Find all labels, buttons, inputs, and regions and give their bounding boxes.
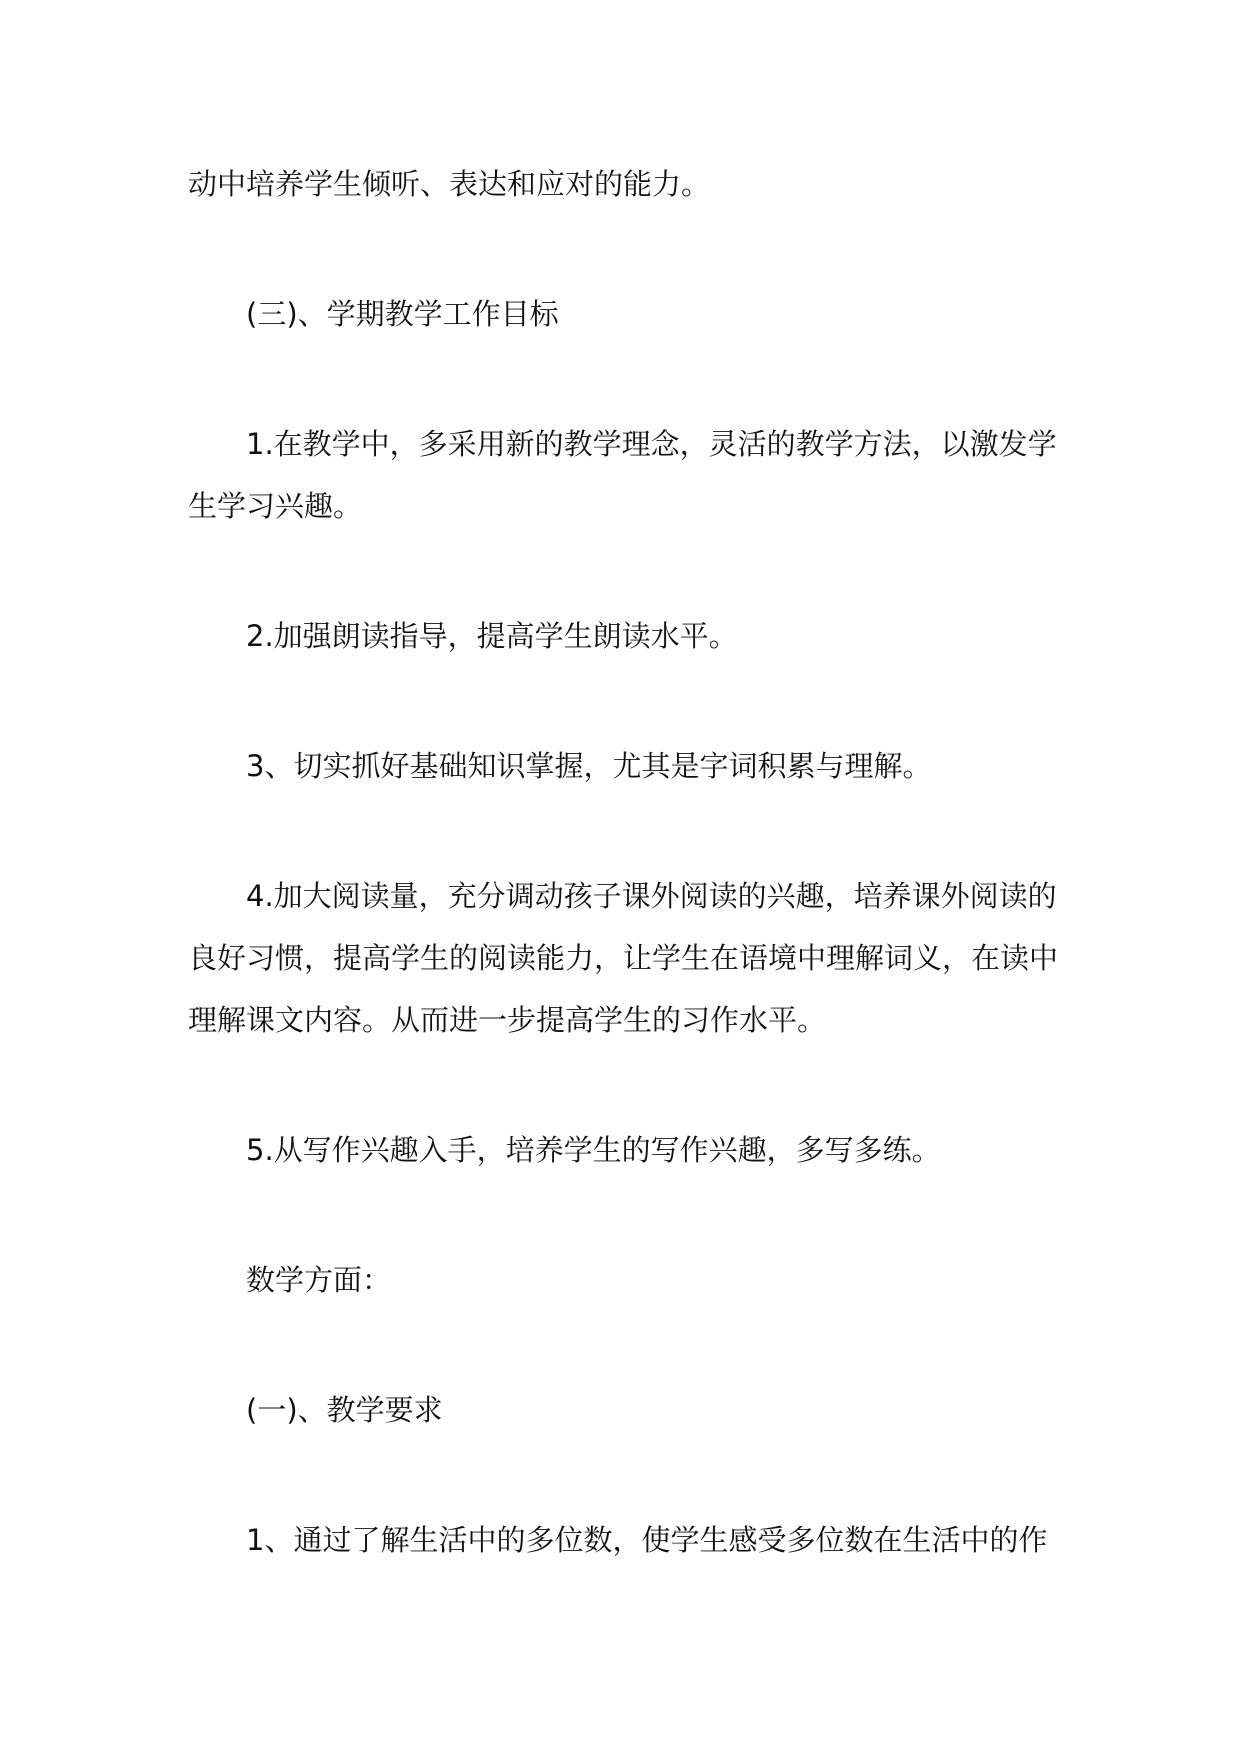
section-heading: (三)、学期教学工作目标 [246, 297, 559, 331]
paragraph-line: 1、通过了解生活中的多位数，使学生感受多位数在生活中的作 [246, 1523, 1048, 1557]
section-heading: 数学方面： [246, 1263, 392, 1297]
paragraph-line: 生学习兴趣。 [188, 489, 363, 523]
paragraph-line: 4.加大阅读量，充分调动孩子课外阅读的兴趣，培养课外阅读的 [246, 879, 1057, 913]
paragraph-line: 2.加强朗读指导，提高学生朗读水平。 [246, 619, 738, 653]
paragraph-line: 良好习惯，提高学生的阅读能力，让学生在语境中理解词义，在读中 [188, 941, 1059, 975]
paragraph-line: 理解课文内容。从而进一步提高学生的习作水平。 [188, 1003, 827, 1037]
paragraph-line: 5.从写作兴趣入手，培养学生的写作兴趣，多写多练。 [246, 1133, 941, 1167]
paragraph-line: 3、切实抓好基础知识掌握，尤其是字词积累与理解。 [246, 749, 932, 783]
paragraph-line: 1.在教学中，多采用新的教学理念，灵活的教学方法，以激发学 [246, 427, 1057, 461]
paragraph-line: 动中培养学生倾听、表达和应对的能力。 [188, 167, 711, 201]
section-heading: (一)、教学要求 [246, 1393, 443, 1427]
